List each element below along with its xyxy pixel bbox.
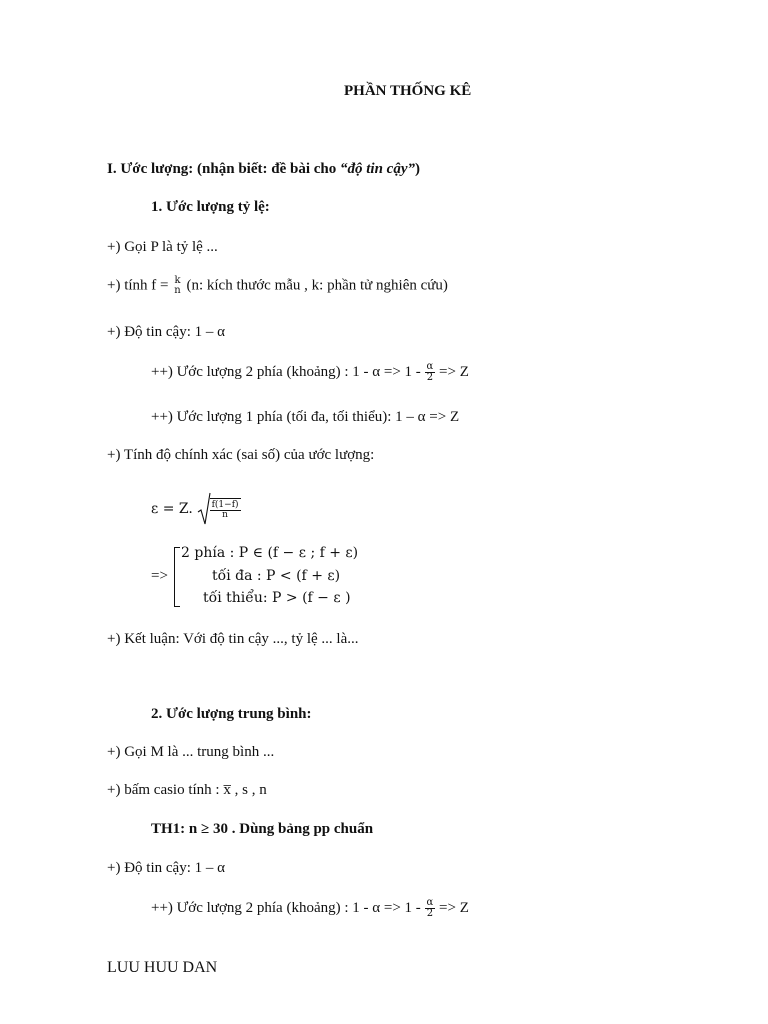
text-line-casio: +) bấm casio tính : x̅ , s , n bbox=[107, 782, 267, 798]
footer-author: LUU HUU DAN bbox=[107, 959, 218, 976]
radical-sign-icon bbox=[197, 492, 211, 526]
text-line-conclusion: +) Kết luận: Với độ tin cậy ..., tỷ lệ ... là... bbox=[107, 631, 359, 647]
fraction-alpha-over-2 bbox=[425, 362, 436, 383]
section-heading-emphasis: “độ tin cậy” bbox=[340, 161, 415, 177]
page-title: PHẦN THỐNG KÊ bbox=[344, 83, 472, 99]
fraction-denominator: n bbox=[174, 285, 181, 296]
cases-bracket bbox=[174, 547, 180, 607]
fraction-f-over-n bbox=[210, 498, 241, 520]
text-line-compute-f bbox=[107, 276, 448, 296]
case-heading-th1: TH1: n ≥ 30 . Dùng bảng pp chuẩn bbox=[151, 821, 374, 837]
fraction-numerator: f(1−f) bbox=[211, 500, 239, 510]
fraction-denominator: n bbox=[210, 510, 241, 520]
fraction-denominator: 2 bbox=[425, 908, 436, 919]
text-line-two-sided bbox=[151, 362, 469, 383]
compute-f-note: (n: kích thước mẫu , k: phần tử nghiên cứu) bbox=[186, 277, 448, 294]
case-two-sided: 2 phía : P ∈ (f − ε ; f + ε) bbox=[181, 545, 359, 561]
text-line-call-m: +) Gọi M là ... trung bình ... bbox=[107, 744, 275, 760]
formula-epsilon bbox=[151, 492, 241, 526]
epsilon-prefix: ε = Z. bbox=[151, 501, 193, 517]
fraction-alpha-over-2 bbox=[425, 898, 436, 919]
text-line-call-p: +) Gọi P là tỷ lệ ... bbox=[107, 239, 218, 255]
two-sided-suffix: => Z bbox=[439, 363, 469, 380]
fraction-numerator: k bbox=[174, 275, 181, 286]
section-heading-estimation bbox=[107, 162, 420, 177]
fraction-numerator: α bbox=[426, 897, 434, 908]
subsection-heading-mean: 2. Ước lượng trung bình: bbox=[151, 706, 312, 722]
case-maximum: tối đa : P < (f + ε) bbox=[212, 568, 341, 584]
fraction-k-over-n bbox=[172, 276, 182, 296]
two-sided-prefix: ++) Ước lượng 2 phía (khoảng) : 1 - α => 1 - bbox=[151, 899, 421, 916]
text-line-two-sided-2 bbox=[151, 898, 469, 919]
compute-f-prefix: +) tính f = bbox=[107, 277, 169, 294]
subsection-heading-proportion: 1. Ước lượng tỷ lệ: bbox=[151, 199, 270, 215]
case-minimum: tối thiểu: P > (f − ε ) bbox=[203, 590, 351, 606]
two-sided-prefix: ++) Ước lượng 2 phía (khoảng) : 1 - α => 1 - bbox=[151, 363, 421, 380]
text-line-precision: +) Tính độ chính xác (sai số) của ước lượng: bbox=[107, 447, 375, 463]
text-line-confidence: +) Độ tin cậy: 1 – α bbox=[107, 324, 225, 340]
text-line-one-sided: ++) Ước lượng 1 phía (tối đa, tối thiểu): 1 – α => Z bbox=[151, 409, 460, 425]
implies-arrow: => bbox=[151, 568, 168, 584]
text-line-confidence-2: +) Độ tin cậy: 1 – α bbox=[107, 860, 225, 876]
fraction-denominator: 2 bbox=[425, 372, 436, 383]
section-heading-text: I. Ước lượng: (nhận biết: đề bài cho bbox=[107, 161, 340, 177]
fraction-numerator: α bbox=[426, 361, 434, 372]
two-sided-suffix: => Z bbox=[439, 899, 469, 916]
square-root bbox=[197, 492, 241, 526]
section-heading-close: ) bbox=[415, 161, 420, 177]
